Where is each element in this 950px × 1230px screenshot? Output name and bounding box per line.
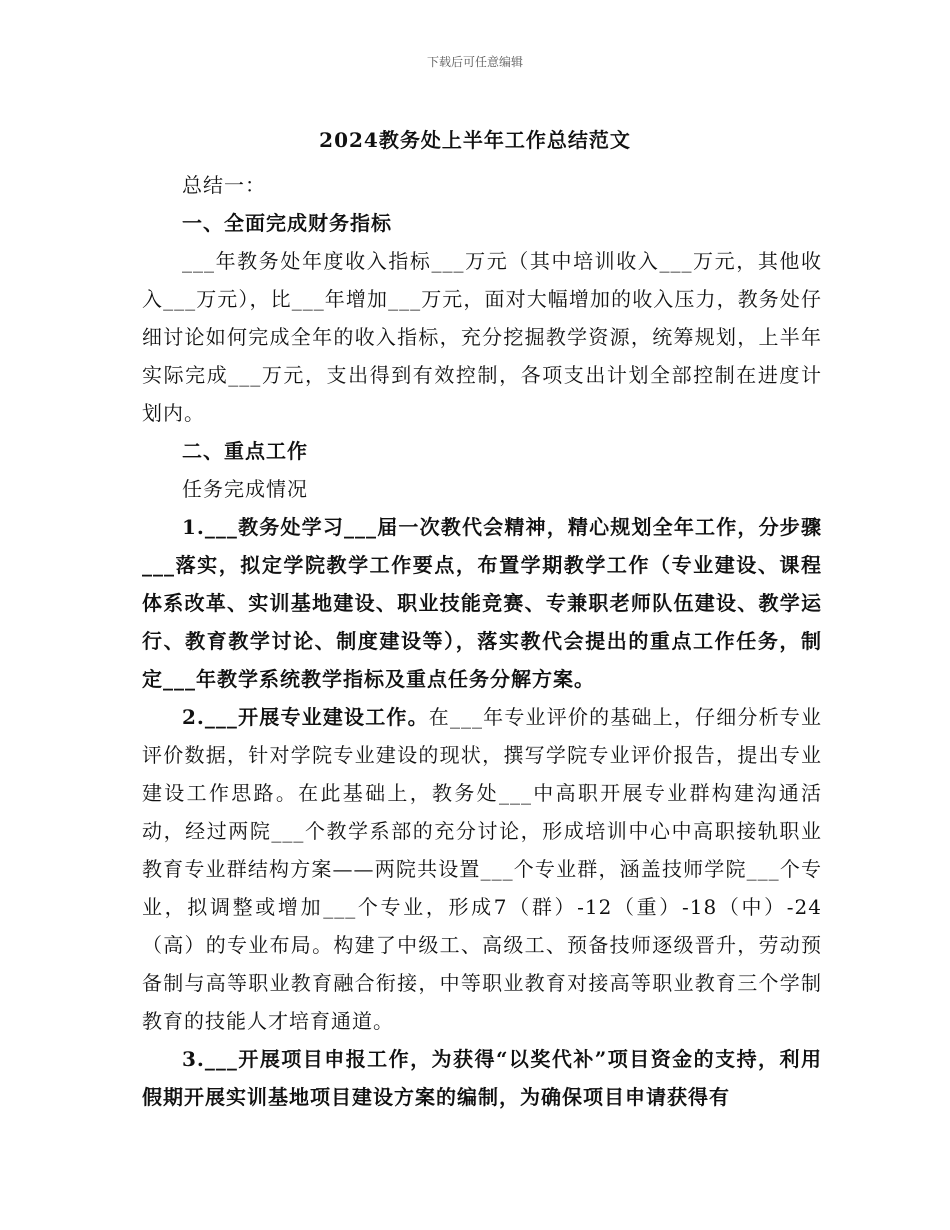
document-body <box>142 166 822 1116</box>
item-2-lead: 2.___开展专业建设工作。 <box>182 705 429 729</box>
section-heading-2: 二、重点工作 <box>182 439 308 463</box>
item-2-paragraph <box>142 698 822 1040</box>
summary-label: 总结一： <box>182 173 266 197</box>
item-1-paragraph: 1.___教务处学习___届一次教代会精神，精心规划全年工作，分步骤___落实，拟定学院教学工作要点，布置学期教学工作（专业建设、课程体系改革、实训基地建设、职业技能竞赛、专兼职老师队伍建设、教学运行、教育教学讨论、制度建设等），落实教代会提出的重点工作任务，制定___年教学系统教学指标及重点任务分解方案。 <box>142 515 822 691</box>
item-3-paragraph: 3.___开展项目申报工作，为获得“以奖代补”项目资金的支持，利用假期开展实训基地项目建设方案的编制，为确保项目申请获得有 <box>142 1047 822 1109</box>
task-status-label: 任务完成情况 <box>182 477 308 501</box>
header-note: 下载后可任意编辑 <box>426 55 523 69</box>
document-title: 2024教务处上半年工作总结范文 <box>319 128 631 152</box>
paragraph-finance: ___年教务处年度收入指标___万元（其中培训收入___万元，其他收入___万元），比___年增加___万元，面对大幅增加的收入压力，教务处仔细讨论如何完成全年的收入指标，充分挖掘教学资源，统筹规划，上半年实际完成___万元，支出得到有效控制，各项支出计划全部控制在进度计划内。 <box>142 249 822 425</box>
section-heading-1: 一、全面完成财务指标 <box>182 211 392 235</box>
item-2-text: 在___年专业评价的基础上，仔细分析专业评价数据，针对学院专业建设的现状，撰写学院专业评价报告，提出专业建设工作思路。在此基础上，教务处___中高职开展专业群构建沟通活动，经过两院___个教学系部的充分讨论，形成培训中心中高职接轨职业教育专业群结构方案——两院共设置___个专业群，涵盖技师学院___个专业，拟调整或增加___个专业，形成7（群）-12（重）-18（中）-24（高）的专业布局。构建了中级工、高级工、预备技师逐级晋升，劳动预备制与高等职业教育融合衔接，中等职业教育对接高等职业教育三个学制教育的技能人才培育通道。 <box>142 705 822 1033</box>
